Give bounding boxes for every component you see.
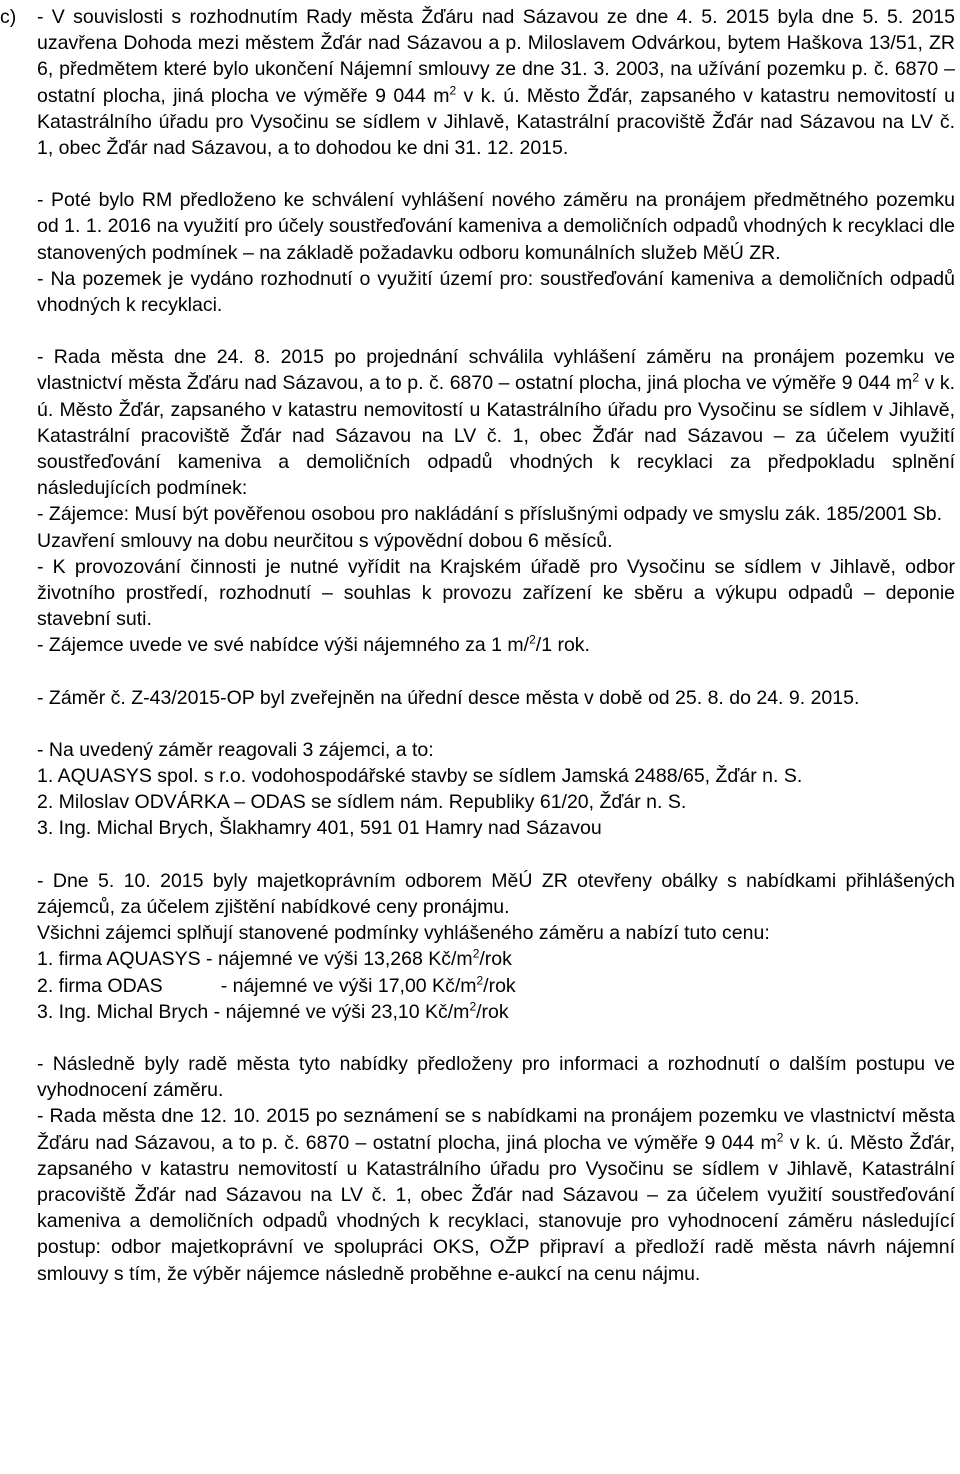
paragraph-submitted-to-council: - Následně byly radě města tyto nabídky předloženy pro informaci a rozhodnutí o dalším postupu ve vyhodnocení záměru. (37, 1052, 955, 1102)
paragraph-condition-rent (37, 632, 955, 658)
paragraph-text: - Rada města dne 12. 10. 2015 po seznámení se s nabídkami na pronájem pozemku ve vlastnictví města Žďáru nad Sázavou, a to p. č. 6870 – ostatní plocha, jiná plocha ve výměře 9 044 m (37, 1105, 955, 1154)
paragraph-opening-bids: - Dne 5. 10. 2015 byly majetkoprávním odborem MěÚ ZR otevřeny obálky s nabídkami přihlášených zájemců, za účelem zjištění nabídkové ceny pronájmu. (37, 869, 955, 918)
section-marker: c) (0, 6, 17, 28)
list-item: 2. firma ODAS - nájemné ve výši 17,00 $Kč/m^2$/rok (37, 973, 516, 997)
paragraph-applicants-intro: - Na uvedený záměr reagovali 3 zájemci, a to: (37, 738, 434, 761)
paragraph-publication: - Záměr č. Z-43/2015-OP byl zveřejněn na úřední desce města v době od 25. 8. do 24. 9. 2015. (37, 686, 860, 709)
paragraph-land-decision: - Na pozemek je vydáno rozhodnutí o využití území pro: soustřeďování kameniva a demoličních odpadů vhodných k recyklaci. (37, 267, 955, 317)
superscript: 2 (912, 370, 920, 385)
paragraph-text: /1 rok. (535, 634, 590, 657)
paragraph-text: v k. ú. Město Žďár, zapsaného v katastru nemovitostí u Katastrálního úřadu pro Vysočinu se sídlem v Jihlavě, Katastrální pracoviště Žďár nad Sázavou na LV č. 1, obec Žďár nad Sázavou – za účelem využití soustřeďování kameniva a demoličních odpadů vhodných k recyklaci za předpokladu splnění následujících podmínek: (37, 372, 955, 500)
superscript: 2 (529, 632, 536, 647)
paragraph-agreement (37, 4, 955, 161)
paragraph-condition-permit: - K provozování činnosti je nutné vyřídit na Krajském úřadě pro Vysočinu se sídlem v Jihlavě, odbor životního prostředí, rozhodnutí – souhlas k provozu zařízení ke sběru a výkupu odpadů – deponie stavební suti. (37, 555, 955, 631)
paragraph-new-intent: - Poté bylo RM předloženo ke schválení vyhlášení nového záměru na pronájem předmětného pozemku od 1. 1. 2016 na využití pro účely soustřeďování kameniva a demoličních odpadů vhodných k recyklaci dle stanovených podmínek – na základě požadavku odboru komunálních služeb MěÚ ZR. (37, 189, 955, 264)
list-item: 3. Ing. Michal Brych, Šlakhamry 401, 591 01 Hamry nad Sázavou (37, 817, 602, 840)
paragraph-council-approval (37, 344, 955, 501)
document-body (37, 4, 955, 1287)
paragraph-council-procedure (37, 1103, 955, 1286)
paragraph-contract-term: Uzavření smlouvy na dobu neurčitou s výpovědní dobou 6 měsíců. (37, 529, 613, 552)
paragraph-text: v k. ú. Město Žďár, zapsaného v katastru nemovitostí u Katastrálního úřadu pro Vysočinu se sídlem v Jihlavě, Katastrální pracoviště Žďár nad Sázavou na LV č. 1, obec Žďár nad Sázavou – za účelem využití soustřeďování kameniva a demoličních odpadů vhodných k recyklaci, stanovuje pro vyhodnocení záměru následující postup: odbor majetkoprávní ve spolupráci OKS, OŽP připraví a předloží radě města návrh nájemní smlouvy s tím, že výběr nájemce následně proběhne e-aukcí na cenu nájmu. (37, 1131, 955, 1285)
paragraph-condition-applicant: - Zájemce: Musí být pověřenou osobou pro nakládání s příslušnými odpady ve smyslu zák. 185/2001 Sb. (37, 503, 943, 526)
paragraph-text: - V souvislosti s rozhodnutím Rady města Žďáru nad Sázavou ze dne 4. 5. 2015 byla dne 5. 5. 2015 uzavřena Dohoda mezi městem Žďár nad Sázavou a p. Miloslavem Odvárkou, bytem Haškova 13/51, ZR 6, předmětem které bylo ukončení Nájemní smlouvy ze dne 31. 3. 2003, na užívání pozemku p. č. 6870 – ostatní plocha, jiná plocha ve výměře 9 044 m (37, 6, 955, 107)
paragraph-text: - Rada města dne 24. 8. 2015 po projednání schválila vyhlášení záměru na pronájem pozemku ve vlastnictví města Žďáru nad Sázavou, a to p. č. 6870 – ostatní plocha, jiná plocha ve výměře 9 044 m (37, 346, 955, 395)
list-item: 1. firma AQUASYS - nájemné ve výši 13,268 $Kč/m^2$/rok (37, 946, 512, 971)
superscript: 2 (776, 1130, 784, 1145)
paragraph-text: - Zájemce uvede ve své nabídce výši nájemného za 1 m/ (37, 634, 530, 657)
list-item: 3. Ing. Michal Brych - nájemné ve výši 23,10 $Kč/m^2$/rok (37, 999, 509, 1023)
superscript: 2 (449, 83, 457, 98)
paragraph-text: v k. ú. Město Žďár, zapsaného v katastru nemovitostí u Katastrálního úřadu pro Vysočinu se sídlem v Jihlavě, Katastrální pracoviště Žďár nad Sázavou na LV č. 1, obec Žďár nad Sázavou, a to dohodou ke dni 31. 12. 2015. (37, 84, 955, 160)
list-item: 1. AQUASYS spol. s r.o. vodohospodářské stavby se sídlem Jamská 2488/65, Žďár n. S. (37, 765, 803, 788)
list-item: 2. Miloslav ODVÁRKA – ODAS se sídlem nám. Republiky 61/20, Žďár n. S. (37, 791, 687, 814)
paragraph-all-meet: Všichni zájemci splňují stanovené podmínky vyhlášeného záměru a nabízí tuto cenu: (37, 922, 770, 945)
